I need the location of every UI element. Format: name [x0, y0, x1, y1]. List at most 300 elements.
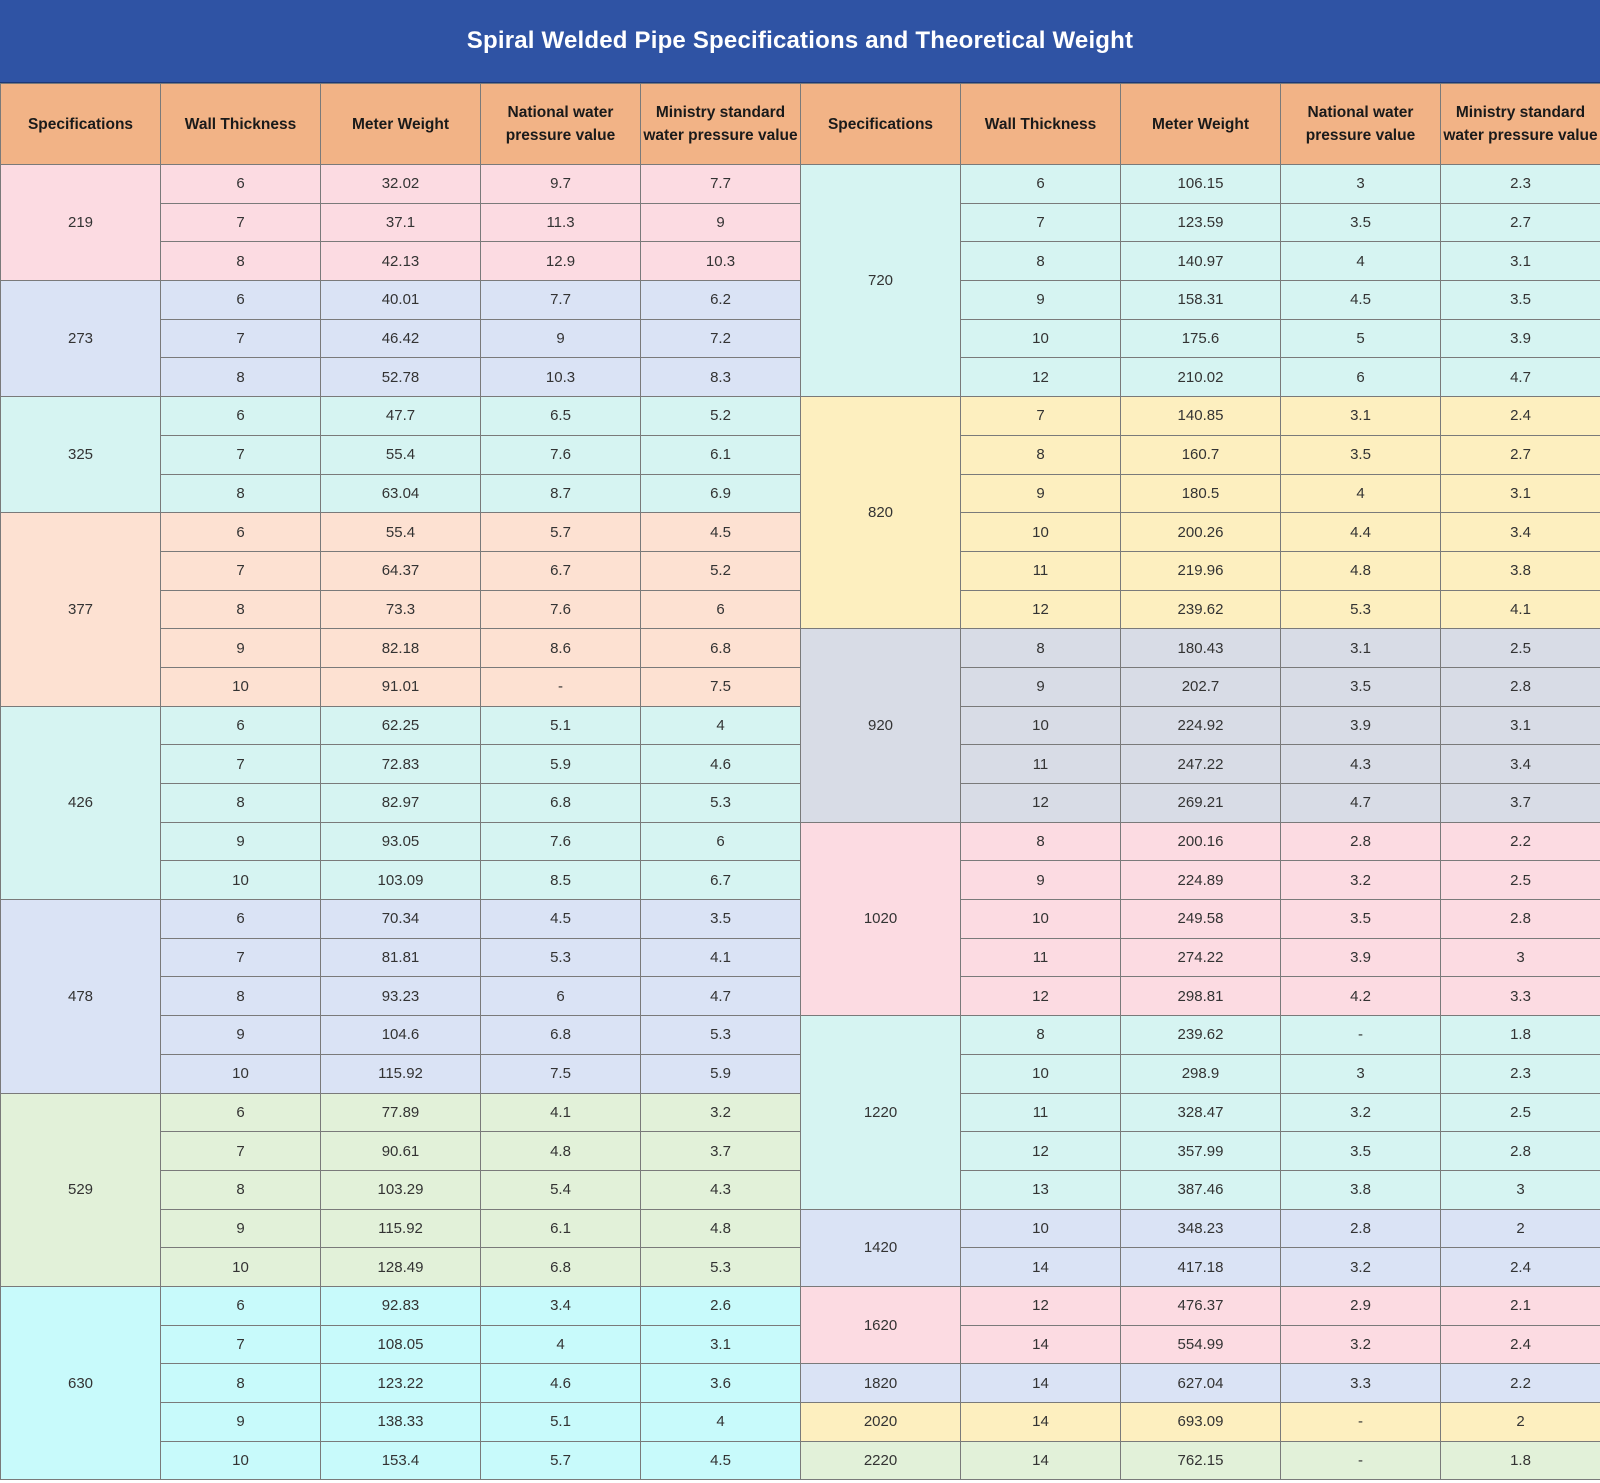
ministry-pressure-cell-right: 3.1: [1441, 474, 1600, 513]
meter-weight-cell-left: 37.1: [321, 203, 481, 242]
wall-thickness-cell-left: 8: [161, 474, 321, 513]
table-row: [1, 629, 1600, 668]
header-wall-thickness-right: Wall Thickness: [961, 84, 1121, 165]
table-row: [1, 242, 1600, 281]
national-pressure-cell-left: 10.3: [481, 358, 641, 397]
national-pressure-cell-left: 7.7: [481, 281, 641, 320]
meter-weight-cell-left: 73.3: [321, 590, 481, 629]
meter-weight-cell-left: 93.23: [321, 977, 481, 1016]
spec-cell-left: 630: [1, 1286, 161, 1479]
ministry-pressure-cell-right: 2.5: [1441, 861, 1600, 900]
table-row: [1, 1093, 1600, 1132]
table-row: [1, 1132, 1600, 1171]
meter-weight-cell-left: 103.29: [321, 1170, 481, 1209]
meter-weight-cell-left: 115.92: [321, 1209, 481, 1248]
national-pressure-cell-left: 9.7: [481, 165, 641, 204]
wall-thickness-cell-left: 6: [161, 1286, 321, 1325]
national-pressure-cell-left: 4.1: [481, 1093, 641, 1132]
national-pressure-cell-right: 4: [1281, 242, 1441, 281]
table-row: [1, 1325, 1600, 1364]
table-row: [1, 938, 1600, 977]
wall-thickness-cell-left: 8: [161, 1170, 321, 1209]
wall-thickness-cell-left: 10: [161, 1441, 321, 1480]
national-pressure-cell-left: 7.6: [481, 822, 641, 861]
meter-weight-cell-left: 90.61: [321, 1132, 481, 1171]
table-row: [1, 1403, 1600, 1442]
spec-cell-left: 219: [1, 165, 161, 281]
spec-table: [0, 83, 1600, 1480]
ministry-pressure-cell-right: 3.9: [1441, 319, 1600, 358]
meter-weight-cell-right: 298.9: [1121, 1054, 1281, 1093]
table-row: [1, 1209, 1600, 1248]
ministry-pressure-cell-left: 3.7: [641, 1132, 801, 1171]
ministry-pressure-cell-right: 1.8: [1441, 1016, 1600, 1055]
table-row: [1, 435, 1600, 474]
national-pressure-cell-right: 4: [1281, 474, 1441, 513]
national-pressure-cell-right: 4.4: [1281, 513, 1441, 552]
wall-thickness-cell-left: 8: [161, 784, 321, 823]
wall-thickness-cell-left: 8: [161, 977, 321, 1016]
ministry-pressure-cell-left: 6.9: [641, 474, 801, 513]
wall-thickness-cell-right: 10: [961, 319, 1121, 358]
table-row: [1, 551, 1600, 590]
ministry-pressure-cell-right: 3: [1441, 938, 1600, 977]
header-ministry-pressure-right: Ministry standard water pressure value: [1441, 84, 1600, 165]
ministry-pressure-cell-right: 2.1: [1441, 1286, 1600, 1325]
national-pressure-cell-right: 3.2: [1281, 1248, 1441, 1287]
national-pressure-cell-right: 3.5: [1281, 667, 1441, 706]
national-pressure-cell-right: 3.1: [1281, 397, 1441, 436]
national-pressure-cell-left: -: [481, 667, 641, 706]
wall-thickness-cell-left: 10: [161, 667, 321, 706]
meter-weight-cell-left: 40.01: [321, 281, 481, 320]
ministry-pressure-cell-left: 2.6: [641, 1286, 801, 1325]
meter-weight-cell-left: 55.4: [321, 513, 481, 552]
ministry-pressure-cell-right: 3: [1441, 1170, 1600, 1209]
national-pressure-cell-right: 3.3: [1281, 1364, 1441, 1403]
national-pressure-cell-left: 6.5: [481, 397, 641, 436]
table-row: [1, 861, 1600, 900]
meter-weight-cell-right: 417.18: [1121, 1248, 1281, 1287]
wall-thickness-cell-right: 14: [961, 1248, 1121, 1287]
wall-thickness-cell-left: 6: [161, 513, 321, 552]
national-pressure-cell-right: 4.3: [1281, 745, 1441, 784]
national-pressure-cell-left: 12.9: [481, 242, 641, 281]
meter-weight-cell-right: 387.46: [1121, 1170, 1281, 1209]
wall-thickness-cell-right: 14: [961, 1403, 1121, 1442]
ministry-pressure-cell-right: 2.8: [1441, 1132, 1600, 1171]
wall-thickness-cell-left: 6: [161, 165, 321, 204]
wall-thickness-cell-right: 11: [961, 551, 1121, 590]
meter-weight-cell-left: 32.02: [321, 165, 481, 204]
wall-thickness-cell-left: 8: [161, 358, 321, 397]
meter-weight-cell-left: 64.37: [321, 551, 481, 590]
ministry-pressure-cell-right: 2.5: [1441, 1093, 1600, 1132]
spec-cell-right: 2020: [801, 1403, 961, 1442]
table-row: [1, 900, 1600, 939]
meter-weight-cell-left: 82.97: [321, 784, 481, 823]
ministry-pressure-cell-right: 3.7: [1441, 784, 1600, 823]
table-row: [1, 706, 1600, 745]
ministry-pressure-cell-right: 2.2: [1441, 1364, 1600, 1403]
table-row: [1, 1016, 1600, 1055]
national-pressure-cell-right: 2.9: [1281, 1286, 1441, 1325]
meter-weight-cell-left: 92.83: [321, 1286, 481, 1325]
ministry-pressure-cell-left: 6: [641, 590, 801, 629]
spec-cell-right: 1820: [801, 1364, 961, 1403]
meter-weight-cell-right: 269.21: [1121, 784, 1281, 823]
wall-thickness-cell-left: 8: [161, 242, 321, 281]
ministry-pressure-cell-left: 4.3: [641, 1170, 801, 1209]
spec-cell-left: 529: [1, 1093, 161, 1286]
meter-weight-cell-left: 103.09: [321, 861, 481, 900]
meter-weight-cell-right: 476.37: [1121, 1286, 1281, 1325]
ministry-pressure-cell-left: 5.9: [641, 1054, 801, 1093]
header-national-pressure-right: National water pressure value: [1281, 84, 1441, 165]
wall-thickness-cell-left: 6: [161, 706, 321, 745]
ministry-pressure-cell-left: 6.7: [641, 861, 801, 900]
national-pressure-cell-left: 7.5: [481, 1054, 641, 1093]
national-pressure-cell-left: 6.8: [481, 1248, 641, 1287]
national-pressure-cell-left: 3.4: [481, 1286, 641, 1325]
meter-weight-cell-right: 140.85: [1121, 397, 1281, 436]
ministry-pressure-cell-right: 2: [1441, 1403, 1600, 1442]
meter-weight-cell-right: 219.96: [1121, 551, 1281, 590]
meter-weight-cell-right: 140.97: [1121, 242, 1281, 281]
national-pressure-cell-left: 6.1: [481, 1209, 641, 1248]
national-pressure-cell-left: 4.8: [481, 1132, 641, 1171]
national-pressure-cell-left: 5.4: [481, 1170, 641, 1209]
table-row: [1, 977, 1600, 1016]
meter-weight-cell-left: 108.05: [321, 1325, 481, 1364]
wall-thickness-cell-right: 7: [961, 397, 1121, 436]
national-pressure-cell-left: 5.1: [481, 706, 641, 745]
wall-thickness-cell-left: 7: [161, 203, 321, 242]
wall-thickness-cell-right: 10: [961, 513, 1121, 552]
ministry-pressure-cell-right: 2.3: [1441, 1054, 1600, 1093]
ministry-pressure-cell-right: 2.3: [1441, 165, 1600, 204]
meter-weight-cell-right: 210.02: [1121, 358, 1281, 397]
meter-weight-cell-right: 693.09: [1121, 1403, 1281, 1442]
meter-weight-cell-left: 115.92: [321, 1054, 481, 1093]
table-row: [1, 281, 1600, 320]
wall-thickness-cell-left: 6: [161, 281, 321, 320]
table-title: Spiral Welded Pipe Specifications and Theoretical Weight: [0, 0, 1600, 83]
national-pressure-cell-left: 5.7: [481, 513, 641, 552]
wall-thickness-cell-left: 9: [161, 822, 321, 861]
wall-thickness-cell-right: 7: [961, 203, 1121, 242]
wall-thickness-cell-right: 12: [961, 784, 1121, 823]
meter-weight-cell-left: 70.34: [321, 900, 481, 939]
meter-weight-cell-right: 554.99: [1121, 1325, 1281, 1364]
wall-thickness-cell-left: 7: [161, 551, 321, 590]
meter-weight-cell-right: 627.04: [1121, 1364, 1281, 1403]
national-pressure-cell-right: 4.5: [1281, 281, 1441, 320]
ministry-pressure-cell-left: 4.6: [641, 745, 801, 784]
wall-thickness-cell-right: 6: [961, 165, 1121, 204]
wall-thickness-cell-right: 14: [961, 1325, 1121, 1364]
ministry-pressure-cell-left: 5.3: [641, 1248, 801, 1287]
meter-weight-cell-right: 247.22: [1121, 745, 1281, 784]
national-pressure-cell-right: 3.9: [1281, 706, 1441, 745]
wall-thickness-cell-right: 14: [961, 1441, 1121, 1480]
ministry-pressure-cell-left: 3.2: [641, 1093, 801, 1132]
ministry-pressure-cell-left: 5.3: [641, 784, 801, 823]
national-pressure-cell-right: 3: [1281, 165, 1441, 204]
header-specifications-left: Specifications: [1, 84, 161, 165]
meter-weight-cell-right: 239.62: [1121, 590, 1281, 629]
meter-weight-cell-left: 72.83: [321, 745, 481, 784]
wall-thickness-cell-right: 10: [961, 900, 1121, 939]
spec-cell-left: 478: [1, 900, 161, 1093]
wall-thickness-cell-left: 6: [161, 900, 321, 939]
header-meter-weight-right: Meter Weight: [1121, 84, 1281, 165]
ministry-pressure-cell-right: 2.4: [1441, 397, 1600, 436]
national-pressure-cell-left: 5.1: [481, 1403, 641, 1442]
table-row: [1, 590, 1600, 629]
ministry-pressure-cell-left: 4.8: [641, 1209, 801, 1248]
header-row: [1, 84, 1600, 165]
national-pressure-cell-right: 5.3: [1281, 590, 1441, 629]
ministry-pressure-cell-right: 2.8: [1441, 667, 1600, 706]
ministry-pressure-cell-left: 4.5: [641, 1441, 801, 1480]
ministry-pressure-cell-right: 2.4: [1441, 1248, 1600, 1287]
wall-thickness-cell-right: 11: [961, 745, 1121, 784]
wall-thickness-cell-left: 8: [161, 1364, 321, 1403]
spec-cell-left: 273: [1, 281, 161, 397]
meter-weight-cell-right: 249.58: [1121, 900, 1281, 939]
wall-thickness-cell-right: 13: [961, 1170, 1121, 1209]
ministry-pressure-cell-left: 4.1: [641, 938, 801, 977]
table-row: [1, 822, 1600, 861]
header-meter-weight-left: Meter Weight: [321, 84, 481, 165]
wall-thickness-cell-left: 10: [161, 1248, 321, 1287]
national-pressure-cell-left: 8.6: [481, 629, 641, 668]
national-pressure-cell-left: 7.6: [481, 590, 641, 629]
ministry-pressure-cell-right: 2: [1441, 1209, 1600, 1248]
ministry-pressure-cell-left: 7.2: [641, 319, 801, 358]
ministry-pressure-cell-left: 5.2: [641, 397, 801, 436]
wall-thickness-cell-right: 12: [961, 1286, 1121, 1325]
national-pressure-cell-left: 4.6: [481, 1364, 641, 1403]
ministry-pressure-cell-right: 3.5: [1441, 281, 1600, 320]
ministry-pressure-cell-right: 4.7: [1441, 358, 1600, 397]
meter-weight-cell-right: 202.7: [1121, 667, 1281, 706]
national-pressure-cell-right: 2.8: [1281, 1209, 1441, 1248]
table-row: [1, 1286, 1600, 1325]
ministry-pressure-cell-left: 6.8: [641, 629, 801, 668]
wall-thickness-cell-left: 9: [161, 1403, 321, 1442]
meter-weight-cell-left: 63.04: [321, 474, 481, 513]
meter-weight-cell-left: 47.7: [321, 397, 481, 436]
ministry-pressure-cell-right: 2.4: [1441, 1325, 1600, 1364]
ministry-pressure-cell-left: 3.5: [641, 900, 801, 939]
meter-weight-cell-right: 239.62: [1121, 1016, 1281, 1055]
meter-weight-cell-right: 298.81: [1121, 977, 1281, 1016]
wall-thickness-cell-right: 12: [961, 1132, 1121, 1171]
wall-thickness-cell-left: 6: [161, 397, 321, 436]
wall-thickness-cell-right: 12: [961, 977, 1121, 1016]
meter-weight-cell-right: 180.43: [1121, 629, 1281, 668]
table-row: [1, 165, 1600, 204]
spec-cell-right: 820: [801, 397, 961, 629]
wall-thickness-cell-left: 8: [161, 590, 321, 629]
national-pressure-cell-right: 3.9: [1281, 938, 1441, 977]
wall-thickness-cell-left: 7: [161, 938, 321, 977]
meter-weight-cell-right: 123.59: [1121, 203, 1281, 242]
meter-weight-cell-left: 82.18: [321, 629, 481, 668]
meter-weight-cell-right: 106.15: [1121, 165, 1281, 204]
meter-weight-cell-right: 762.15: [1121, 1441, 1281, 1480]
ministry-pressure-cell-left: 3.6: [641, 1364, 801, 1403]
meter-weight-cell-right: 274.22: [1121, 938, 1281, 977]
ministry-pressure-cell-left: 4.5: [641, 513, 801, 552]
table-row: [1, 358, 1600, 397]
national-pressure-cell-right: 3.2: [1281, 1325, 1441, 1364]
spec-cell-right: 1020: [801, 822, 961, 1015]
meter-weight-cell-right: 224.89: [1121, 861, 1281, 900]
meter-weight-cell-right: 328.47: [1121, 1093, 1281, 1132]
spec-cell-right: 920: [801, 629, 961, 822]
table-row: [1, 474, 1600, 513]
spec-cell-left: 426: [1, 706, 161, 899]
national-pressure-cell-left: 8.5: [481, 861, 641, 900]
national-pressure-cell-right: 6: [1281, 358, 1441, 397]
wall-thickness-cell-right: 8: [961, 629, 1121, 668]
wall-thickness-cell-left: 10: [161, 1054, 321, 1093]
national-pressure-cell-right: 3.2: [1281, 861, 1441, 900]
wall-thickness-cell-left: 10: [161, 861, 321, 900]
wall-thickness-cell-left: 7: [161, 1325, 321, 1364]
national-pressure-cell-left: 6: [481, 977, 641, 1016]
national-pressure-cell-right: 3.1: [1281, 629, 1441, 668]
table-row: [1, 319, 1600, 358]
spec-cell-right: 1220: [801, 1016, 961, 1209]
ministry-pressure-cell-right: 2.7: [1441, 435, 1600, 474]
wall-thickness-cell-right: 10: [961, 1209, 1121, 1248]
national-pressure-cell-left: 4: [481, 1325, 641, 1364]
table-row: [1, 667, 1600, 706]
wall-thickness-cell-right: 11: [961, 1093, 1121, 1132]
wall-thickness-cell-right: 9: [961, 667, 1121, 706]
national-pressure-cell-right: 3.5: [1281, 1132, 1441, 1171]
spec-cell-right: 720: [801, 165, 961, 397]
ministry-pressure-cell-left: 7.7: [641, 165, 801, 204]
spec-cell-right: 2220: [801, 1441, 961, 1480]
meter-weight-cell-left: 138.33: [321, 1403, 481, 1442]
header-specifications-right: Specifications: [801, 84, 961, 165]
meter-weight-cell-left: 62.25: [321, 706, 481, 745]
table-header: [1, 84, 1600, 165]
wall-thickness-cell-right: 8: [961, 242, 1121, 281]
ministry-pressure-cell-right: 2.5: [1441, 629, 1600, 668]
ministry-pressure-cell-left: 6: [641, 822, 801, 861]
meter-weight-cell-right: 160.7: [1121, 435, 1281, 474]
ministry-pressure-cell-left: 4: [641, 706, 801, 745]
meter-weight-cell-left: 104.6: [321, 1016, 481, 1055]
national-pressure-cell-left: 5.7: [481, 1441, 641, 1480]
meter-weight-cell-right: 180.5: [1121, 474, 1281, 513]
wall-thickness-cell-left: 7: [161, 1132, 321, 1171]
national-pressure-cell-left: 5.9: [481, 745, 641, 784]
wall-thickness-cell-left: 9: [161, 1209, 321, 1248]
national-pressure-cell-left: 7.6: [481, 435, 641, 474]
meter-weight-cell-left: 153.4: [321, 1441, 481, 1480]
ministry-pressure-cell-right: 3.4: [1441, 513, 1600, 552]
table-row: [1, 1364, 1600, 1403]
meter-weight-cell-left: 42.13: [321, 242, 481, 281]
ministry-pressure-cell-right: 3.1: [1441, 242, 1600, 281]
ministry-pressure-cell-left: 7.5: [641, 667, 801, 706]
ministry-pressure-cell-left: 10.3: [641, 242, 801, 281]
ministry-pressure-cell-right: 3.1: [1441, 706, 1600, 745]
national-pressure-cell-right: 3: [1281, 1054, 1441, 1093]
national-pressure-cell-right: 3.2: [1281, 1093, 1441, 1132]
meter-weight-cell-right: 224.92: [1121, 706, 1281, 745]
meter-weight-cell-right: 357.99: [1121, 1132, 1281, 1171]
national-pressure-cell-right: -: [1281, 1016, 1441, 1055]
ministry-pressure-cell-left: 4: [641, 1403, 801, 1442]
meter-weight-cell-right: 158.31: [1121, 281, 1281, 320]
wall-thickness-cell-left: 9: [161, 629, 321, 668]
table-row: [1, 1170, 1600, 1209]
national-pressure-cell-left: 11.3: [481, 203, 641, 242]
header-wall-thickness-left: Wall Thickness: [161, 84, 321, 165]
ministry-pressure-cell-right: 1.8: [1441, 1441, 1600, 1480]
wall-thickness-cell-right: 10: [961, 1054, 1121, 1093]
wall-thickness-cell-left: 9: [161, 1016, 321, 1055]
wall-thickness-cell-right: 14: [961, 1364, 1121, 1403]
national-pressure-cell-left: 6.8: [481, 1016, 641, 1055]
national-pressure-cell-right: 4.8: [1281, 551, 1441, 590]
ministry-pressure-cell-left: 3.1: [641, 1325, 801, 1364]
meter-weight-cell-left: 77.89: [321, 1093, 481, 1132]
ministry-pressure-cell-left: 5.2: [641, 551, 801, 590]
ministry-pressure-cell-right: 3.3: [1441, 977, 1600, 1016]
meter-weight-cell-left: 52.78: [321, 358, 481, 397]
ministry-pressure-cell-left: 8.3: [641, 358, 801, 397]
national-pressure-cell-left: 9: [481, 319, 641, 358]
national-pressure-cell-right: 3.5: [1281, 900, 1441, 939]
meter-weight-cell-left: 55.4: [321, 435, 481, 474]
wall-thickness-cell-left: 7: [161, 319, 321, 358]
national-pressure-cell-right: 3.8: [1281, 1170, 1441, 1209]
national-pressure-cell-right: 3.5: [1281, 435, 1441, 474]
national-pressure-cell-left: 8.7: [481, 474, 641, 513]
national-pressure-cell-right: -: [1281, 1441, 1441, 1480]
meter-weight-cell-right: 200.16: [1121, 822, 1281, 861]
spec-cell-right: 1620: [801, 1286, 961, 1363]
ministry-pressure-cell-right: 4.1: [1441, 590, 1600, 629]
national-pressure-cell-right: 5: [1281, 319, 1441, 358]
national-pressure-cell-right: -: [1281, 1403, 1441, 1442]
national-pressure-cell-right: 3.5: [1281, 203, 1441, 242]
ministry-pressure-cell-right: 2.2: [1441, 822, 1600, 861]
national-pressure-cell-right: 2.8: [1281, 822, 1441, 861]
national-pressure-cell-left: 4.5: [481, 900, 641, 939]
wall-thickness-cell-right: 8: [961, 1016, 1121, 1055]
ministry-pressure-cell-left: 9: [641, 203, 801, 242]
table-row: [1, 1248, 1600, 1287]
wall-thickness-cell-left: 6: [161, 1093, 321, 1132]
meter-weight-cell-left: 91.01: [321, 667, 481, 706]
wall-thickness-cell-left: 7: [161, 745, 321, 784]
meter-weight-cell-left: 81.81: [321, 938, 481, 977]
table-row: [1, 784, 1600, 823]
meter-weight-cell-left: 46.42: [321, 319, 481, 358]
national-pressure-cell-left: 6.7: [481, 551, 641, 590]
ministry-pressure-cell-right: 2.8: [1441, 900, 1600, 939]
